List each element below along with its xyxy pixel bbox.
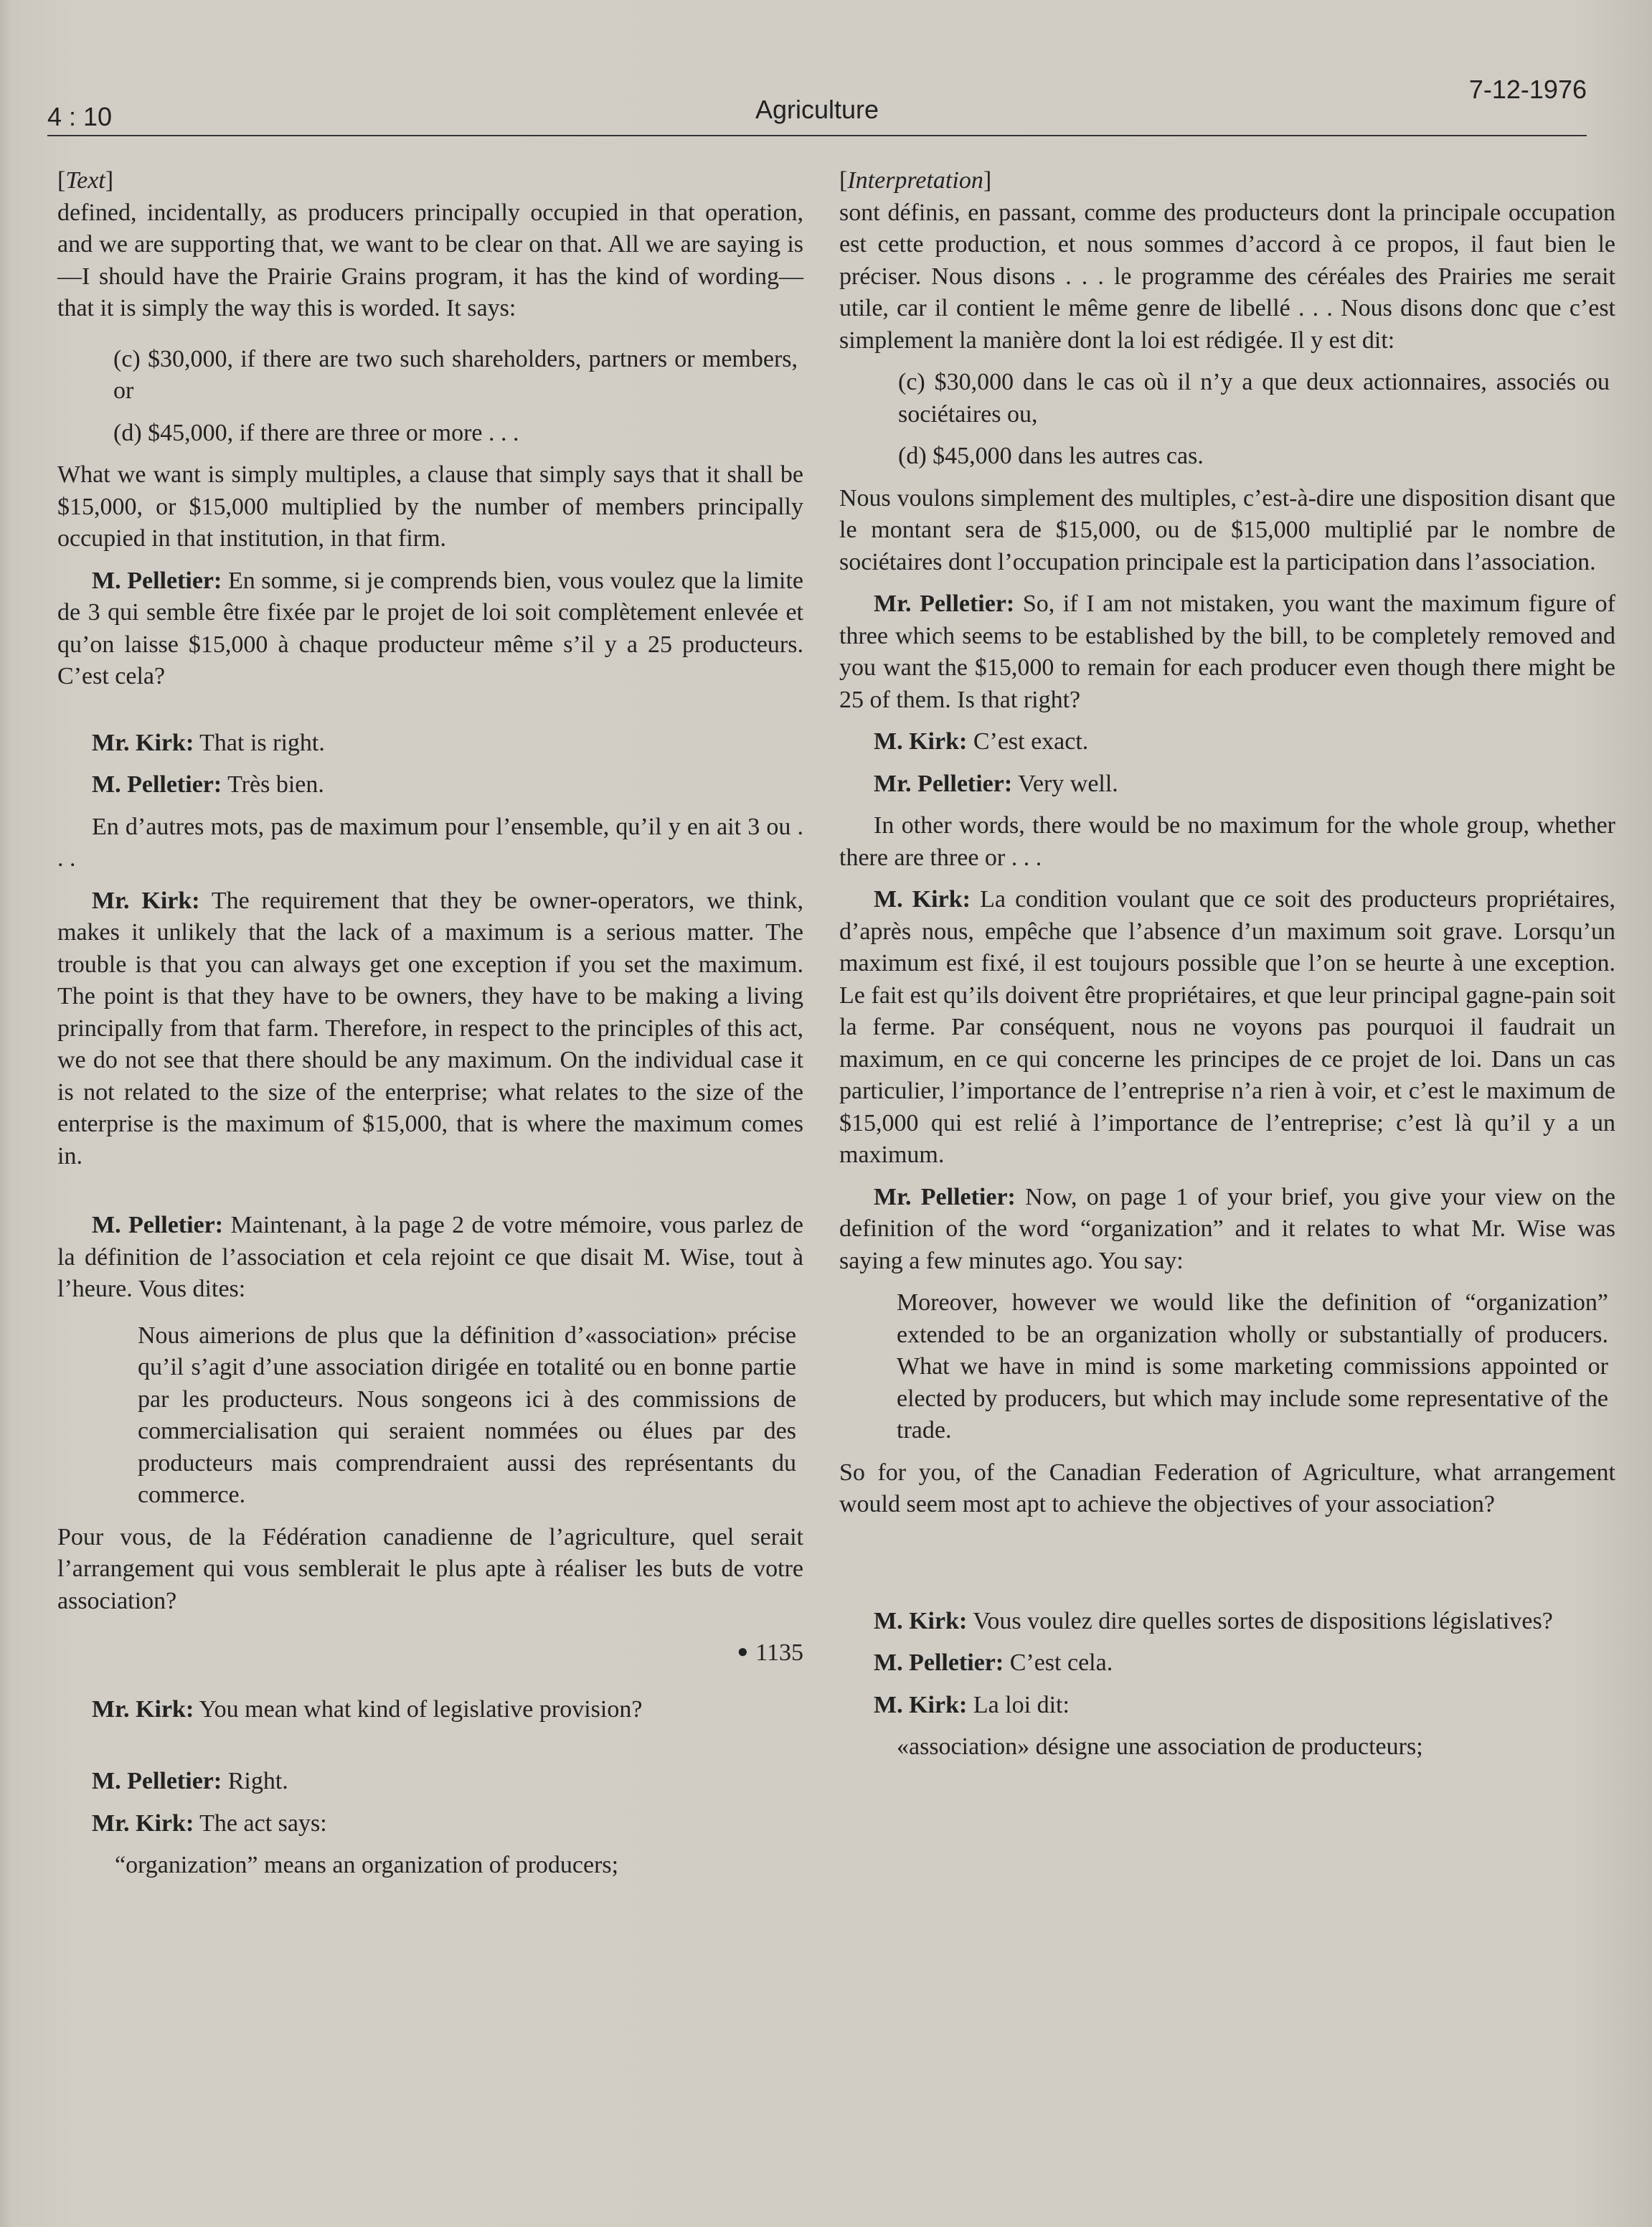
paragraph: En d’autres mots, pas de maximum pour l’ensemble, qu’il y en ait 3 ou . . . — [57, 813, 803, 872]
quoted-passage: Moreover, however we would like the definition of “organization” extended to be an organization wholly or substantially of producers. What we have in mind is some marketing commissions appointed or elected by producers, but which may include some representative of the trade. — [897, 1289, 1608, 1444]
text-tag: [Text] — [57, 167, 114, 194]
speaker-turn: M. Kirk: Vous voulez dire quelles sortes de dispositions législatives? — [874, 1607, 1553, 1634]
speaker-name: M. Pelletier: — [92, 567, 222, 594]
speaker-name: M. Kirk: — [874, 728, 968, 755]
section-title: Agriculture — [755, 95, 879, 124]
paragraph: Pour vous, de la Fédération canadienne de l’agriculture, quel serait l’arrangement qui vous semblerait le plus apte à réaliser les buts de votre association? — [57, 1523, 803, 1614]
paragraph: sont définis, en passant, comme des producteurs dont la principale occupation est cette production, et nous sommes d’accord à ce propos, il faut bien le préciser. Nous disons . . . le programme des céréales des Prairies me serait utile, car il contient le même genre de libellé . . . Nous disons donc que c’est simplement la manière dont la loi est rédigée. Il y est dit: — [839, 199, 1615, 354]
speaker-name: Mr. Kirk: — [92, 1809, 194, 1837]
paragraph: Nous voulons simplement des multiples, c’est-à-dire une disposition disant que le montant sera de $15,000, ou de $15,000 multiplié par le nombre de sociétaires dont l’occupation principale est la participation dans l’association. — [839, 484, 1615, 575]
quoted-clause: «association» désigne une association de producteurs; — [897, 1733, 1423, 1760]
paragraph: So for you, of the Canadian Federation of Agriculture, what arrangement would seem most apt to achieve the objectives of your association? — [839, 1459, 1615, 1517]
quoted-clause: (c) $30,000, if there are two such shareholders, partners or members, or — [113, 345, 798, 404]
bullet-icon: ● — [737, 1641, 749, 1662]
speaker-name: Mr. Kirk: — [92, 1695, 194, 1723]
speaker-turn: M. Pelletier: Maintenant, à la page 2 de votre mémoire, vous parlez de la définition de l’association et cela rejoint ce que disait M. Wise, tout à l’heure. Vous dites: — [57, 1212, 803, 1302]
paragraph: What we want is simply multiples, a clause that simply says that it shall be $15,000, or $15,000 multiplied by the number of members principally occupied in that institution, in that firm. — [57, 461, 803, 552]
speaker-name: M. Kirk: — [874, 886, 971, 913]
speaker-name: Mr. Kirk: — [92, 887, 200, 914]
speaker-name: M. Kirk: — [874, 1607, 968, 1634]
speaker-turn: M. Pelletier: En somme, si je comprends bien, vous voulez que la limite de 3 qui semble être fixée par le projet de loi soit complètement enlevée et qu’on laisse $15,000 à chaque producteur même s’il y a 25 producteurs. C’est cela? — [57, 567, 803, 689]
speaker-turn: M. Pelletier: Right. — [92, 1768, 288, 1794]
speaker-turn: Mr. Pelletier: Now, on page 1 of your brief, you give your view on the definition of the word “organization” and it relates to what Mr. Wise was saying a few minutes ago. You say: — [839, 1183, 1615, 1274]
speaker-turn: M. Kirk: La condition voulant que ce soit des producteurs propriétaires, d’après nous, empêche que l’absence d’un maximum soit grave. Lorsqu’un maximum est fixé, il est toujours possible que l’on se heurte à une exception. Le fait est qu’ils doivent être propriétaires, et que leur principal gagne-pain soit la ferme. Par conséquent, nous ne voyons pas pourquoi il faudrait un maximum, en ce qui concerne les principes de ce projet de loi. Dans un cas particulier, l’importance de l’entreprise n’a rien à voir, et c’est le maximum de $15,000 qui est relié à l’importance de l’entreprise; c’est là qu’il y a un maximum. — [839, 886, 1615, 1168]
left-column — [57, 165, 803, 1882]
paragraph: In other words, there would be no maximum for the whole group, whether there are three or . . . — [839, 812, 1615, 871]
speaker-name: M. Kirk: — [874, 1691, 968, 1718]
interpretation-tag: [Interpretation] — [839, 167, 992, 194]
speaker-turn: Mr. Kirk: The act says: — [92, 1809, 327, 1837]
page-header — [47, 69, 1587, 136]
speaker-turn: Mr. Pelletier: Very well. — [874, 770, 1118, 797]
speaker-name: Mr. Pelletier: — [874, 770, 1013, 797]
speaker-turn: M. Kirk: La loi dit: — [874, 1691, 1070, 1718]
speaker-turn: Mr. Pelletier: So, if I am not mistaken, you want the maximum figure of three which seems to be established by the bill, to be completely removed and you want the $15,000 to remain for each producer even though there might be 25 of them. Is that right? — [839, 590, 1615, 713]
paragraph: defined, incidentally, as producers principally occupied in that operation, and we are supporting that, we want to be clear on that. All we are saying is—I should have the Prairie Grains program, it has the kind of wording—that it is simply the way this is worded. It says: — [57, 199, 803, 321]
speaker-turn: M. Pelletier: C’est cela. — [874, 1649, 1113, 1676]
page-number: 4 : 10 — [47, 102, 113, 131]
speaker-name: Mr. Pelletier: — [874, 1183, 1016, 1210]
speaker-turn: M. Kirk: C’est exact. — [874, 728, 1089, 755]
quoted-clause: (c) $30,000 dans le cas où il n’y a que deux actionnaires, associés ou sociétaires ou, — [898, 369, 1610, 428]
speaker-turn: Mr. Kirk: The requirement that they be owner-operators, we think, makes it unlikely that the lack of a maximum is a serious matter. The trouble is that you can always get one exception if you set the maximum. The point is that they have to be owners, they have to be making a living principally from that farm. Therefore, in respect to the principles of this act, we do not see that there should be any maximum. On the individual case it is not related to the size of the enterprise; what relates to the size of the enterprise is the maximum of $15,000, that is where the maximum comes in. — [57, 887, 803, 1169]
page-date: 7-12-1976 — [1468, 75, 1587, 104]
quoted-clause: (d) $45,000 dans les autres cas. — [898, 443, 1204, 469]
quoted-passage: Nous aimerions de plus que la définition d’«association» précise qu’il s’agit d’une association dirigée en totalité ou en bonne partie par les producteurs. Nous songeons ici à des commissions de commercialisation qui seraient nommées ou élues par des producteurs mais comprendraient aussi des représentants du commerce. — [138, 1322, 796, 1508]
speaker-name: M. Pelletier: — [92, 1768, 222, 1794]
speaker-name: M. Pelletier: — [92, 1212, 224, 1238]
right-column — [839, 165, 1615, 1764]
speaker-name: Mr. Kirk: — [92, 729, 194, 756]
quoted-clause: (d) $45,000, if there are three or more . . . — [113, 419, 519, 446]
time-marker: ● 1135 — [737, 1639, 803, 1666]
speaker-name: Mr. Pelletier: — [874, 590, 1015, 617]
quoted-clause: “organization” means an organization of producers; — [115, 1852, 619, 1878]
speaker-name: M. Pelletier: — [92, 771, 222, 798]
speaker-turn: Mr. Kirk: You mean what kind of legislative provision? — [92, 1695, 643, 1723]
speaker-turn: M. Pelletier: Très bien. — [92, 771, 324, 798]
speaker-turn: Mr. Kirk: That is right. — [92, 729, 325, 756]
speaker-name: M. Pelletier: — [874, 1649, 1004, 1676]
